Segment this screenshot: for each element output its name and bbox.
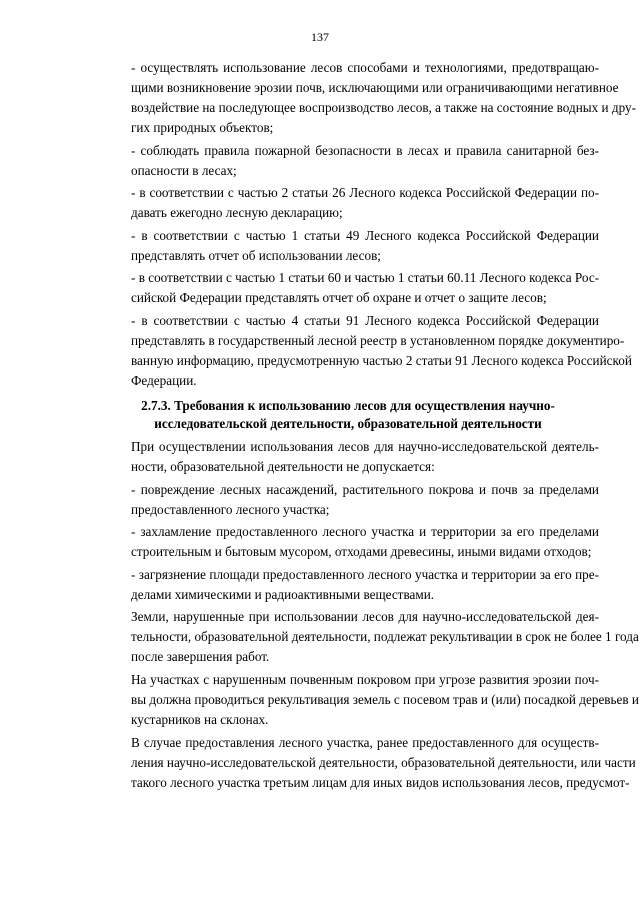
text-line: - соблюдать правила пожарной безопасности в лесах и правила санитарной без- bbox=[131, 142, 599, 158]
text-line: - в соответствии с частью 2 статьи 26 Лесного кодекса Российской Федерации по- bbox=[131, 185, 599, 201]
text-line: На участках с нарушенным почвенным покровом при угрозе развития эрозии поч- bbox=[131, 671, 599, 687]
text-line: - захламление предоставленного лесного участка и территории за его пределами bbox=[131, 524, 599, 540]
text-line: Земли, нарушенные при использовании лесов для научно-исследовательской дея- bbox=[131, 609, 599, 625]
paragraph bbox=[97, 58, 637, 138]
text-line: При осуществлении использования лесов для научно-исследовательской деятель- bbox=[131, 438, 599, 454]
text-line: - осуществлять использование лесов способами и технологиями, предотвращаю- bbox=[131, 60, 599, 75]
text-line: делами химическими и радиоактивными веществами. bbox=[131, 586, 435, 602]
text-line: вы должна проводиться рекультивация земель с посевом трав и (или) посадкой деревьев и bbox=[131, 691, 639, 707]
paragraph bbox=[97, 183, 599, 223]
paragraph bbox=[97, 437, 599, 477]
paragraph bbox=[97, 670, 639, 730]
section-heading bbox=[97, 397, 599, 433]
text-line: после завершения работ. bbox=[131, 649, 270, 665]
text-line: Федерации. bbox=[131, 372, 197, 388]
text-line: ности, образовательной деятельности не допускается: bbox=[131, 458, 435, 474]
paragraph bbox=[97, 733, 636, 793]
paragraph bbox=[97, 522, 599, 562]
requirements-list bbox=[97, 58, 637, 391]
section-heading-line-2: исследовательской деятельности, образовательной деятельности bbox=[154, 415, 542, 431]
text-line: представлять отчет об использовании лесов; bbox=[131, 247, 381, 263]
text-line: сийской Федерации представлять отчет об охране и отчет о защите лесов; bbox=[131, 290, 547, 306]
text-line: В случае предоставления лесного участка, ранее предоставленного для осуществ- bbox=[131, 734, 599, 750]
section-heading-line-1: 2.7.3. Требования к использованию лесов для осуществления научно- bbox=[141, 397, 555, 413]
paragraph bbox=[97, 480, 599, 520]
paragraph bbox=[97, 311, 632, 391]
text-line: строительным и бытовым мусором, отходами древесины, иными видами отходов; bbox=[131, 544, 592, 560]
text-line: воздействие на последующее воспроизводство лесов, а также на состояние водных и дру- bbox=[131, 100, 637, 115]
page-number: 137 bbox=[311, 30, 329, 44]
text-line: - повреждение лесных насаждений, растительного покрова и почв за пределами bbox=[131, 481, 599, 497]
paragraph bbox=[97, 607, 639, 667]
text-line: тельности, образовательной деятельности, подлежат рекультивации в срок не более 1 года bbox=[131, 629, 639, 645]
text-line: ванную информацию, предусмотренную частью 2 статьи 91 Лесного кодекса Российской bbox=[131, 352, 632, 368]
paragraph bbox=[97, 565, 599, 605]
section-body bbox=[97, 437, 639, 793]
text-line: ления научно-исследовательской деятельности, образовательной деятельности, или части bbox=[131, 754, 636, 770]
text-line: - в соответствии с частью 4 статьи 91 Лесного кодекса Российской Федерации bbox=[131, 312, 599, 328]
paragraph bbox=[97, 226, 599, 266]
text-line: давать ежегодно лесную декларацию; bbox=[131, 205, 343, 221]
text-line: щими возникновение эрозии почв, исключающими или ограничивающими негативное bbox=[131, 80, 619, 95]
text-line: гих природных объектов; bbox=[131, 120, 274, 135]
text-line: - в соответствии с частью 1 статьи 60 и частью 1 статьи 60.11 Лесного кодекса Рос- bbox=[131, 270, 600, 286]
text-line: кустарников на склонах. bbox=[131, 711, 269, 727]
text-line: такого лесного участка третьим лицам для иных видов использования лесов, предусмот- bbox=[131, 774, 630, 790]
text-line: предоставленного лесного участка; bbox=[131, 501, 330, 517]
document-body bbox=[97, 58, 639, 795]
paragraph bbox=[97, 141, 599, 181]
text-line: - загрязнение площади предоставленного лесного участка и территории за его пре- bbox=[131, 566, 599, 582]
text-line: представлять в государственный лесной реестр в установленном порядке документиро- bbox=[131, 332, 625, 348]
paragraph bbox=[97, 268, 599, 308]
text-line: опасности в лесах; bbox=[131, 162, 237, 178]
text-line: - в соответствии с частью 1 статьи 49 Лесного кодекса Российской Федерации bbox=[131, 227, 599, 243]
